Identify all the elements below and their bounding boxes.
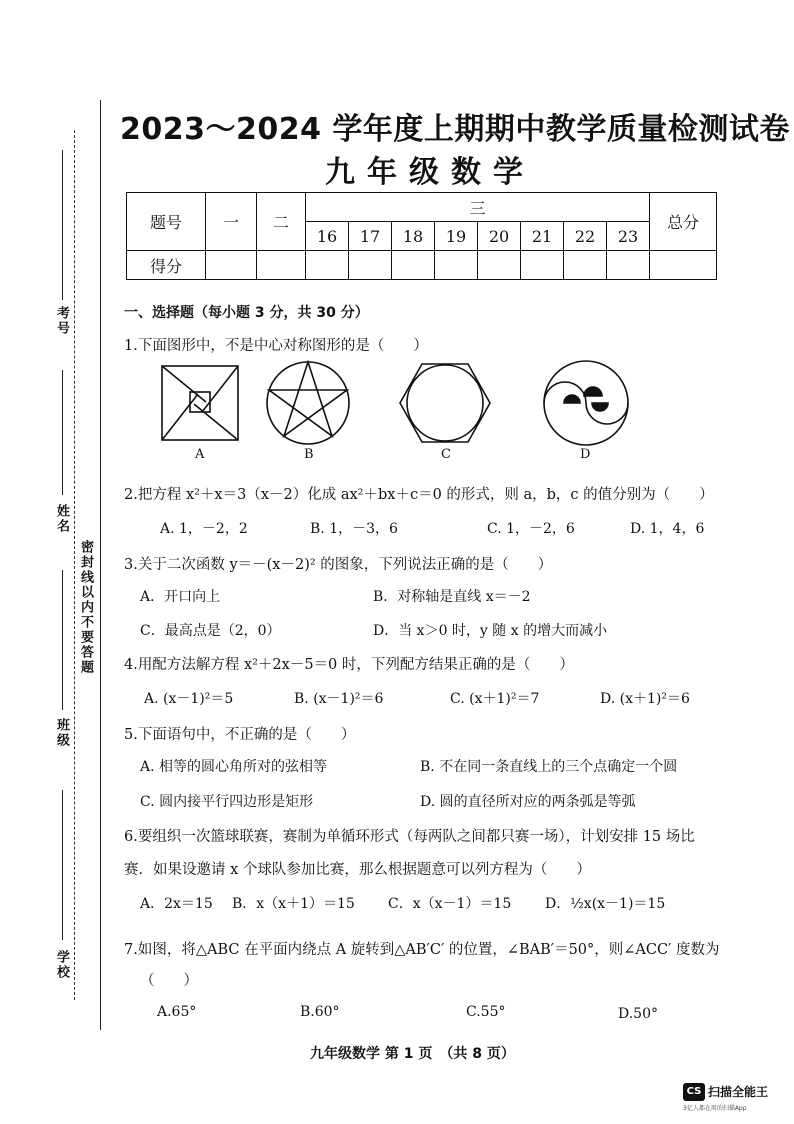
question-7-stem-line-1: 7.如图，将△ABC 在平面内绕点 A 旋转到△AB′C′ 的位置，∠BAB′＝50°，则∠ACC′ 度数为 [124,942,720,958]
question-6-option-c: C．x（x－1）＝15 [388,896,512,912]
score-table-col-three: 三 [306,193,650,222]
school-blank-line [62,790,63,940]
score-table-total: 总分 [650,193,717,251]
question-3-stem: 3.关于二次函数 y＝－(x－2)² 的图象，下列说法正确的是（ ） [124,557,553,573]
question-6-stem-line-2: 赛．如果设邀请 x 个球队参加比赛，那么根据题意可以列方程为（ ） [124,862,591,878]
score-table-score-label: 得分 [127,251,206,280]
score-cell [392,251,435,280]
question-1-stem: 1.下面图形中，不是中心对称图形的是（ ） [124,338,428,354]
scanner-tagline: 3亿人都在用的扫描App [683,1105,747,1112]
exam-no-blank-line [62,150,63,300]
question-6-option-b: B．x（x＋1）＝15 [232,896,355,912]
question-4-option-b: B. (x－1)²＝6 [294,691,384,707]
question-5-option-c: C. 圆内接平行四边形是矩形 [140,794,314,810]
exam-no-label: 考号 [54,306,69,336]
class-label: 班级 [54,718,69,748]
name-label: 姓名 [54,504,69,534]
score-cell [564,251,607,280]
figure-d-yin-yang [544,361,628,445]
score-cell [650,251,717,280]
question-2-stem: 2.把方程 x²＋x＝3（x－2）化成 ax²＋bx＋c＝0 的形式，则 a，b，c 的值分别为（ ） [124,487,714,503]
question-7-option-a: A.65° [157,1004,197,1020]
score-cell [306,251,349,280]
score-table-number: 20 [478,222,521,251]
exam-subtitle: 九年级数学 [325,155,535,190]
question-5-option-b: B. 不在同一条直线上的三个点确定一个圆 [420,759,678,775]
score-cell [521,251,564,280]
score-table-number: 18 [392,222,435,251]
question-2-option-b: B. 1，－3，6 [310,521,398,537]
exam-title: 2023～2024 学年度上期期中教学质量检测试卷 [120,112,790,147]
figure-label-d: D [580,447,591,462]
score-table-col-one: 一 [206,193,257,251]
score-table-number: 19 [435,222,478,251]
question-6-stem-line-1: 6.要组织一次篮球联赛，赛制为单循环形式（每两队之间都只赛一场），计划安排 15 场比 [124,829,695,845]
question-3-option-a: A．开口向上 [140,589,221,605]
figure-b-star-circle [267,362,349,444]
score-table-number: 16 [306,222,349,251]
figure-label-c: C [441,447,451,462]
score-table-number: 21 [521,222,564,251]
school-label: 学校 [54,950,69,980]
question-4-option-d: D. (x＋1)²＝6 [600,691,690,707]
score-cell [478,251,521,280]
question-4-option-c: C. (x＋1)²＝7 [450,691,540,707]
score-table-number: 17 [349,222,392,251]
question-3-option-c: C．最高点是（2，0） [140,623,281,639]
class-blank-line [62,570,63,710]
question-6-option-d: D．½x(x－1)＝15 [545,896,666,912]
score-cell [435,251,478,280]
question-1-figures [150,356,650,446]
question-4-option-a: A. (x－1)²＝5 [144,691,234,707]
question-4-stem: 4.用配方法解方程 x²＋2x－5＝0 时，下列配方结果正确的是（ ） [124,657,574,673]
question-2-option-c: C. 1，－2，6 [487,521,575,537]
seal-note: 密封线以内不要答题 [78,540,93,675]
score-cell [607,251,650,280]
binding-border-line [100,100,101,1030]
figure-c-hexagon-circle [400,364,490,442]
question-7-option-b: B.60° [300,1004,340,1020]
page-footer: 九年级数学 第 1 页 （共 8 页） [310,1046,515,1062]
scanner-logo [683,1081,768,1101]
scanner-badge-icon: CS [683,1083,705,1101]
question-3-option-b: B．对称轴是直线 x＝－2 [373,589,531,605]
score-table-row-header: 题号 [127,193,206,251]
figure-label-a: A [195,447,205,462]
section-heading: 一、选择题（每小题 3 分，共 30 分） [124,305,369,321]
figure-label-b: B [304,447,314,462]
score-table-number: 22 [564,222,607,251]
scanner-name: 扫描全能王 [708,1085,769,1099]
question-2-option-a: A. 1，－2，2 [160,521,248,537]
figure-a-pinwheel [162,366,238,440]
question-3-option-d: D．当 x＞0 时，y 随 x 的增大而减小 [373,623,608,639]
question-2-option-d: D. 1，4，6 [630,521,705,537]
score-cell [206,251,257,280]
question-7-stem-line-2: （ ） [140,973,198,989]
score-cell [349,251,392,280]
question-6-option-a: A．2x＝15 [140,896,213,912]
question-5-option-a: A. 相等的圆心角所对的弦相等 [140,759,328,775]
score-cell [257,251,306,280]
question-5-option-d: D. 圆的直径所对应的两条弧是等弧 [420,794,636,810]
seal-dashed-line [74,130,75,1000]
question-5-stem: 5.下面语句中，不正确的是（ ） [124,727,356,743]
name-blank-line [62,370,63,495]
score-table [126,192,717,280]
question-7-option-d: D.50° [618,1006,658,1022]
score-table-number: 23 [607,222,650,251]
question-7-option-c: C.55° [466,1004,506,1020]
score-table-col-two: 二 [257,193,306,251]
